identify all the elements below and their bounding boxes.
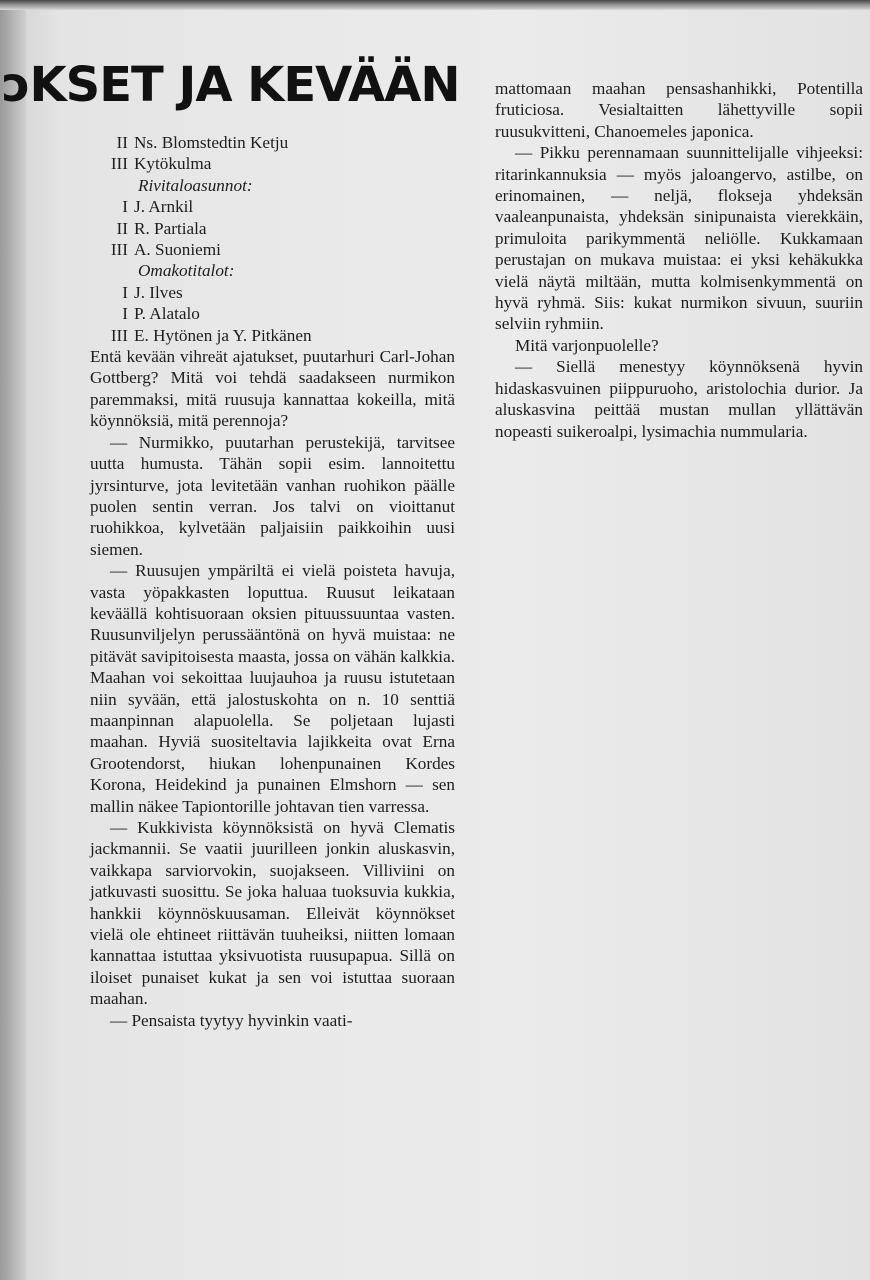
result-item: II R. Partiala [116, 218, 207, 238]
body-paragraph: — Siellä menestyy köynnöksenä hyvin hidaskasvuinen piippuruoho, aristolochia durior. Ja aluskasvina peittää mustan mullan yllättävän nopeasti suikeroalpi, lysimachia nummularia. [495, 357, 863, 441]
body-paragraph: — Kukkivista köynnöksistä on hyvä Clematis jackmannii. Se vaatii juurilleen jonkin aluskasvin, vaikkapa sarviorvokin, suojakseen. Villiviini on jatkuvasti suosittu. Se joka haluaa tuoksuvia kukkia, hankkii köynnöskuusaman. Elleivät köynnökset vielä ole ehtineet riittävän tuuheiksi, niitten lomaan kannattaa istuttaa yksivuotista ruusupapua. Sillä on iloiset punaiset kukat ja sen voi istuttaa suoraan maahan. [90, 818, 455, 1009]
body-paragraph: Mitä varjonpuolelle? [515, 335, 659, 355]
body-paragraph: Entä kevään vihreät ajatukset, puutarhuri Carl-Johan Gottberg? Mitä voi tehdä saadakseen nurmikon paremmaksi, mitä ruusuja kannattaa kokeilla, mitä köynnöksiä, mitä perennoja? [90, 347, 455, 431]
left-column [90, 132, 455, 1031]
result-category: Omakotitalot: [138, 261, 235, 281]
body-paragraph: — Ruusujen ympäriltä ei vielä poisteta havuja, vasta yöpakkasten loputtua. Ruusut leikataan keväällä kohtisuoraan oksien pituussuuntaa vasten. Ruusunviljelyn perussääntönä on hyvä muistaa: ne pitävät savipitoisesta maasta, jossa on vähän kalkkia. Maahan voi sekoittaa luujauhoa ja ruusu istutetaan niin syvään, että jalostuskohta on n. 10 senttiä maanpinnan alapuolella. Se poljetaan lujasti maahan. Hyviä suositeltavia lajikkeita ovat Erna Grootendorst, hiukan lohenpunainen Kordes Korona, Heidekind ja punainen Elmshorn — sen mallin näkee Tapiontorille johtavan tien varressa. [90, 561, 455, 816]
result-category: Rivitaloasunnot: [138, 175, 253, 195]
result-item: I P. Alatalo [122, 304, 200, 324]
result-item: III A. Suoniemi [110, 240, 221, 260]
body-paragraph: — Pensaista tyytyy hyvinkin vaati- [110, 1010, 353, 1030]
result-item: I J. Ilves [122, 282, 183, 302]
result-item: III Kytökulma [110, 154, 212, 174]
competition-results [90, 132, 455, 346]
result-item: I J. Arnkil [122, 197, 194, 217]
body-paragraph: — Nurmikko, puutarhan perustekijä, tarvitsee uutta humusta. Tähän sopii esim. lannoitettu jyrsinturve, jota levitetään vanhan ruohikon päälle puolen sentin verran. Jos talvi on vioittanut ruohikkoa, kylvetään paljaisiin paikkoihin uusi siemen. [90, 432, 455, 559]
top-edge-shadow [0, 0, 870, 10]
body-paragraph: mattomaan maahan pensashanhikki, Potentilla fruticiosa. Vesialtaitten lähettyville sopii ruusukvitteni, Chanoemeles japonica. [495, 79, 863, 141]
result-item: III E. Hytönen ja Y. Pitkänen [110, 325, 312, 345]
article-heading: ɔKSET JA KEVÄÄN [2, 57, 460, 113]
right-column [495, 78, 863, 442]
body-paragraph: — Pikku perennamaan suunnittelijalle vihjeeksi: ritarinkannuksia — myös jaloangervo, astilbe, on erinomainen, — neljä, flokseja yhdeksän vaaleanpunaista, yhdeksän sinipunaista vierekkäin, primuloita parikymmentä neliölle. Kukkamaan perustajan on mukava muistaa: ei yksi kehäkukka vielä näytä miltään, mutta kolmisenkymmentä on hyvä ryhmä. Siis: kukat nurmikon sivuun, suuriin selviin ryhmiin. [495, 143, 863, 334]
page-spine-shadow [0, 0, 26, 1280]
result-item: II Ns. Blomstedtin Ketju [116, 133, 289, 152]
